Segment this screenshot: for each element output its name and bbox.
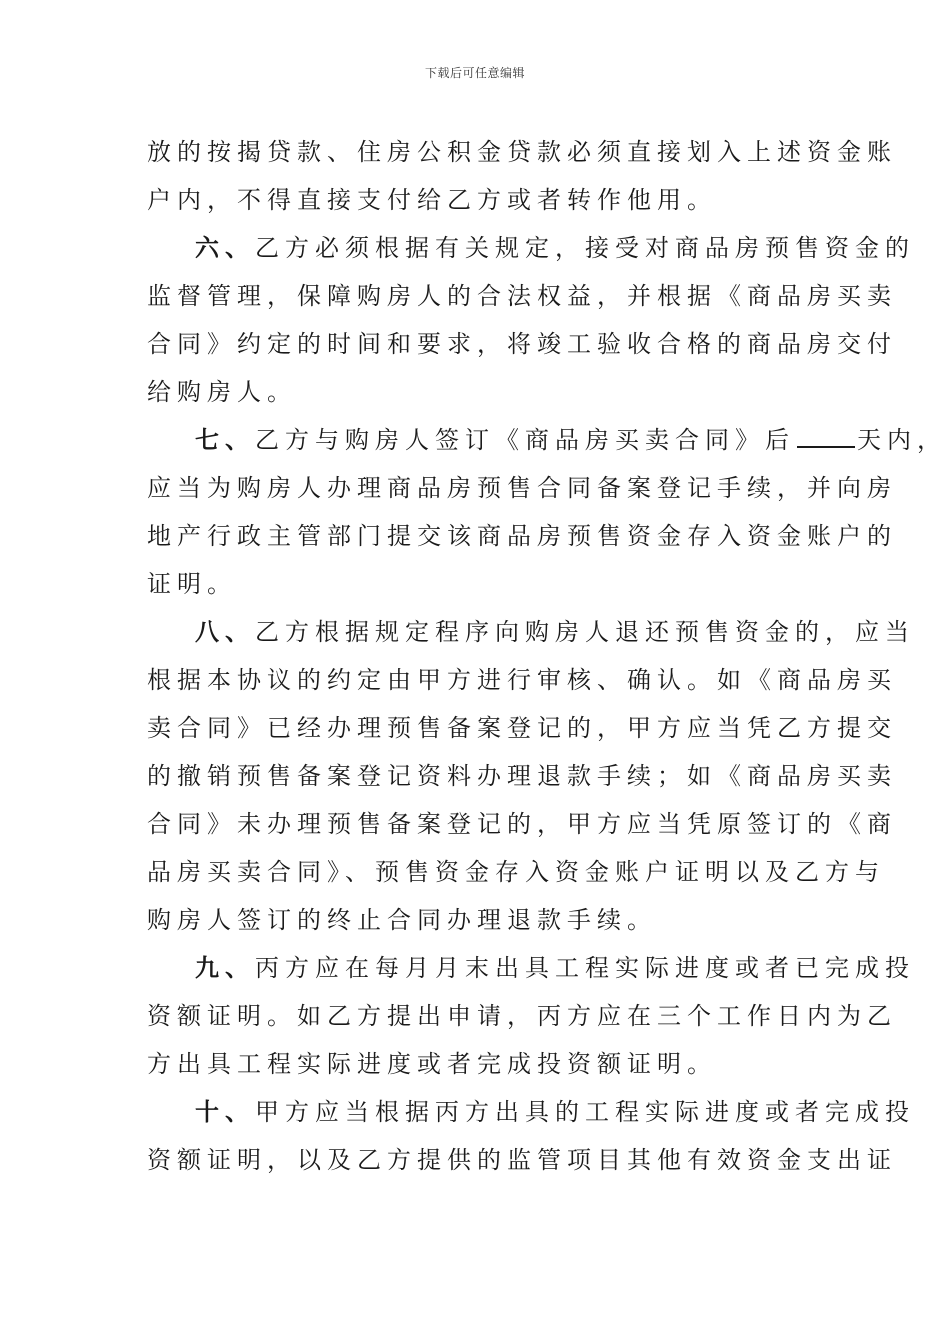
text-line: 监督管理，保障购房人的合法权益，并根据《商品房买卖 [147, 282, 897, 310]
clause-number: 六、 [195, 233, 255, 262]
text-line: 方出具工程实际进度或者完成投资额证明。 [147, 1050, 717, 1078]
text-line: 地产行政主管部门提交该商品房预售资金存入资金账户的 [147, 522, 897, 550]
text-line: 卖合同》已经办理预售备案登记的，甲方应当凭乙方提交 [147, 714, 897, 742]
text-line: 根据本协议的约定由甲方进行审核、确认。如《商品房买 [147, 666, 897, 694]
clause-text: 乙方与购房人签订《商品房买卖合同》后 [255, 426, 795, 454]
text-line: 应当为购房人办理商品房预售合同备案登记手续，并向房 [147, 474, 897, 502]
page-header-note: 下载后可任意编辑 [424, 66, 525, 80]
fill-in-blank [797, 426, 855, 448]
text-line: 购房人签订的终止合同办理退款手续。 [147, 906, 657, 934]
clause-nine [147, 944, 915, 992]
clause-text: 乙方根据规定程序向购房人退还预售资金的，应当 [255, 618, 915, 646]
text-line: 户内，不得直接支付给乙方或者转作他用。 [147, 186, 717, 214]
text-line: 品房买卖合同》、预售资金存入资金账户证明以及乙方与 [147, 858, 885, 886]
clause-number: 九、 [195, 953, 255, 982]
clause-text: 丙方应在每月月末出具工程实际进度或者已完成投 [255, 954, 915, 982]
text-line: 资额证明。如乙方提出申请，丙方应在三个工作日内为乙 [147, 1002, 897, 1030]
text-line: 放的按揭贷款、住房公积金贷款必须直接划入上述资金账 [147, 138, 897, 166]
clause-text: 天内， [857, 426, 947, 454]
clause-ten [147, 1088, 915, 1136]
text-line: 合同》未办理预售备案登记的，甲方应当凭原签订的《商 [147, 810, 897, 838]
text-line: 证明。 [147, 570, 237, 598]
clause-number: 七、 [195, 425, 255, 454]
text-line: 合同》约定的时间和要求，将竣工验收合格的商品房交付 [147, 330, 897, 358]
text-line: 给购房人。 [147, 378, 297, 406]
text-line: 的撤销预售备案登记资料办理退款手续；如《商品房买卖 [147, 762, 897, 790]
clause-number: 十、 [195, 1097, 255, 1126]
document-body [147, 128, 947, 1184]
text-line: 资额证明，以及乙方提供的监管项目其他有效资金支出证 [147, 1146, 897, 1174]
clause-six [147, 224, 915, 272]
clause-seven [147, 416, 947, 464]
clause-number: 八、 [195, 617, 255, 646]
clause-text: 乙方必须根据有关规定，接受对商品房预售资金的 [255, 234, 915, 262]
clause-eight [147, 608, 915, 656]
clause-text: 甲方应当根据丙方出具的工程实际进度或者完成投 [255, 1098, 915, 1126]
